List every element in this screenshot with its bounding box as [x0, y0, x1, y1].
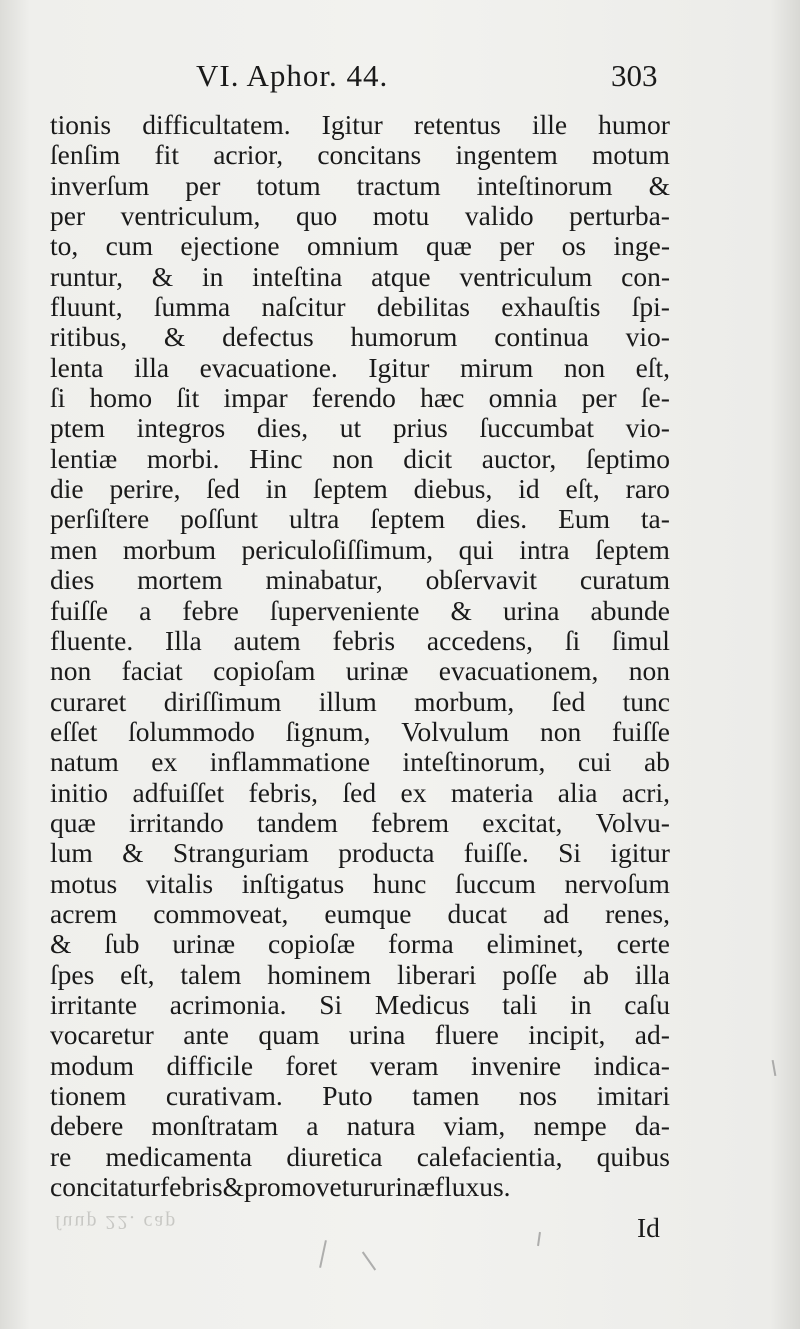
- text-line: quæ irritando tandem febrem excitat, Volvu-: [50, 806, 670, 838]
- text-line: to, cum ejectione omnium quæ per os inge-: [50, 230, 670, 262]
- text-line: ſenſim fit acrior, concitans ingentem motum: [50, 139, 670, 171]
- body-text: [50, 110, 670, 1202]
- text-line: ſpes eſt, talem hominem liberari poſſe ab illa: [50, 958, 670, 990]
- text-line: tionem curativam. Puto tamen nos imitari: [50, 1080, 670, 1111]
- text-line: tionis difficultatem. Igitur retentus ille humor: [50, 109, 670, 140]
- text-line: lenta illa evacuatione. Igitur mirum non eſt,: [50, 351, 670, 383]
- text-line: ritibus, & defectus humorum continua vio-: [50, 321, 670, 353]
- text-line: fuiſſe a febre ſuperveniente & urina abunde: [50, 594, 670, 626]
- text-line: acrem commoveat, eumque ducat ad renes,: [50, 897, 670, 929]
- text-line: fluunt, ſumma naſcitur debilitas exhauſtis ſpi-: [50, 291, 670, 323]
- text-line: ptem integros dies, ut prius ſuccumbat vio-: [50, 412, 670, 444]
- catchword: Id: [637, 1212, 660, 1243]
- paper-mark: [537, 1232, 541, 1246]
- text-line: concitatur febris & promovetur urinæ fluxus.: [50, 1171, 511, 1203]
- text-line: motus vitalis inſtigatus hunc ſuccum nervoſum: [50, 867, 670, 899]
- text-line: debere monſtratam a natura viam, nempe da-: [50, 1110, 670, 1142]
- text-line: lum & Stranguriam producta fuiſſe. Si igitur: [50, 837, 670, 869]
- text-line: perſiſtere poſſunt ultra ſeptem dies. Eum ta-: [50, 503, 670, 535]
- text-line: vocaretur ante quam urina fluere incipit, ad-: [50, 1019, 670, 1051]
- text-line: dies mortem minabatur, obſervavit curatum: [50, 564, 670, 596]
- text-line: eſſet ſolummodo ſignum, Volvulum non fuiſſe: [50, 715, 670, 747]
- text-line: inverſum per totum tractum inteſtinorum &: [50, 169, 670, 201]
- paper-mark: [319, 1240, 327, 1268]
- page-number: 303: [611, 58, 658, 93]
- text-line: non faciat copioſam urinæ evacuationem, non: [50, 655, 670, 687]
- paper-mark: [362, 1251, 376, 1270]
- text-line: natum ex inflammatione inteſtinorum, cui ab: [50, 746, 670, 778]
- text-line: & ſub urinæ copioſæ forma eliminet, certe: [50, 928, 670, 960]
- show-through-text: ſuup 22. cap: [55, 1211, 178, 1233]
- text-line: per ventriculum, quo motu valido perturba-: [50, 200, 670, 232]
- text-line: runtur, & in inteſtina atque ventriculum con-: [50, 260, 670, 292]
- text-line: ſi homo ſit impar ferendo hæc omnia per ſe-: [50, 382, 670, 414]
- text-line: fluente. Illa autem febris accedens, ſi ſimul: [50, 624, 670, 656]
- text-line: die perire, ſed in ſeptem diebus, id eſt, raro: [50, 473, 670, 505]
- text-line: re medicamenta diuretica calefacientia, quibus: [50, 1140, 670, 1172]
- page-header: [0, 58, 800, 98]
- paper-mark: [772, 1060, 777, 1076]
- text-line: men morbum periculoſiſſimum, qui intra ſeptem: [50, 533, 670, 565]
- text-line: irritante acrimonia. Si Medicus tali in caſu: [50, 988, 670, 1020]
- text-line: initio adfuiſſet febris, ſed ex materia alia acri,: [50, 776, 670, 808]
- running-head: VI. Aphor. 44.: [196, 58, 389, 93]
- text-line: modum difficile foret veram invenire indica-: [50, 1049, 670, 1081]
- text-line: lentiæ morbi. Hinc non dicit auctor, ſeptimo: [50, 442, 670, 474]
- text-line: curaret diriſſimum illum morbum, ſed tunc: [50, 685, 670, 717]
